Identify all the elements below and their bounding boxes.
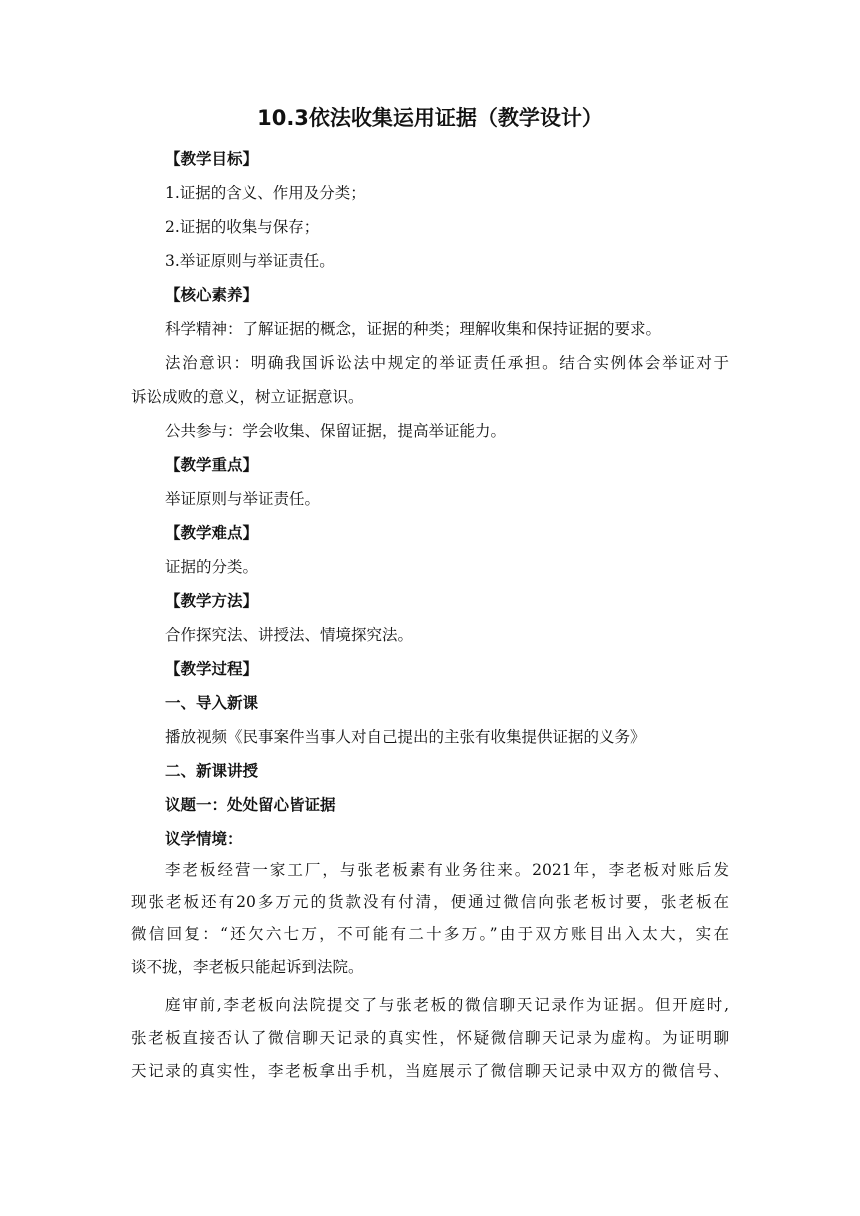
methods-heading: 【教学方法】 [165, 592, 259, 610]
focus-heading: 【教学重点】 [165, 456, 259, 474]
scenario-heading: 议学情境： [165, 830, 243, 848]
methods-text: 合作探究法、讲授法、情境探究法。 [165, 626, 414, 644]
intro-text: 播放视频《民事案件当事人对自己提出的主张有收集提供证据的义务》 [165, 728, 646, 746]
new-lesson-heading: 二、新课讲授 [165, 762, 259, 780]
goal-item: 2.证据的收集与保存； [165, 218, 320, 236]
trial-paragraph-line: 庭审前,李老板向法院提交了与张老板的微信聊天记录作为证据。但开庭时, [165, 996, 729, 1014]
literacy-law-line1: 法治意识：明确我国诉讼法中规定的举证责任承担。结合实例体会举证对于 [165, 354, 729, 372]
trial-paragraph-line: 张老板直接否认了微信聊天记录的真实性，怀疑微信聊天记录为虚构。为证明聊 [131, 1029, 729, 1047]
document-title: 10.3依法收集运用证据（教学设计） [257, 106, 603, 130]
literacy-science: 科学精神：了解证据的概念，证据的种类；理解收集和保持证据的要求。 [165, 320, 662, 338]
difficulty-heading: 【教学难点】 [165, 524, 259, 542]
literacy-law-line2: 诉讼成败的意义，树立证据意识。 [131, 388, 364, 406]
trial-paragraph-line: 天记录的真实性，李老板拿出手机，当庭展示了微信聊天记录中双方的微信号、 [131, 1062, 729, 1080]
topic-heading: 议题一：处处留心皆证据 [165, 796, 336, 814]
intro-heading: 一、导入新课 [165, 694, 259, 712]
focus-text: 举证原则与举证责任。 [165, 490, 321, 508]
literacy-heading: 【核心素养】 [165, 286, 259, 304]
goals-heading: 【教学目标】 [165, 150, 259, 168]
scenario-paragraph-line: 李老板经营一家工厂，与张老板素有业务往来。2021年，李老板对账后发 [165, 861, 729, 879]
scenario-paragraph-line: 微信回复：“还欠六七万，不可能有二十多万。”由于双方账目出入太大，实在 [131, 925, 729, 943]
literacy-public: 公共参与：学会收集、保留证据，提高举证能力。 [165, 422, 507, 440]
scenario-paragraph-line: 谈不拢，李老板只能起诉到法院。 [131, 958, 364, 976]
difficulty-text: 证据的分类。 [165, 558, 259, 576]
process-heading: 【教学过程】 [165, 660, 259, 678]
goal-item: 3.举证原则与举证责任。 [165, 252, 335, 270]
scenario-paragraph-line: 现张老板还有20多万元的货款没有付清，便通过微信向张老板讨要，张老板在 [131, 893, 729, 911]
goal-item: 1.证据的含义、作用及分类； [165, 184, 366, 202]
